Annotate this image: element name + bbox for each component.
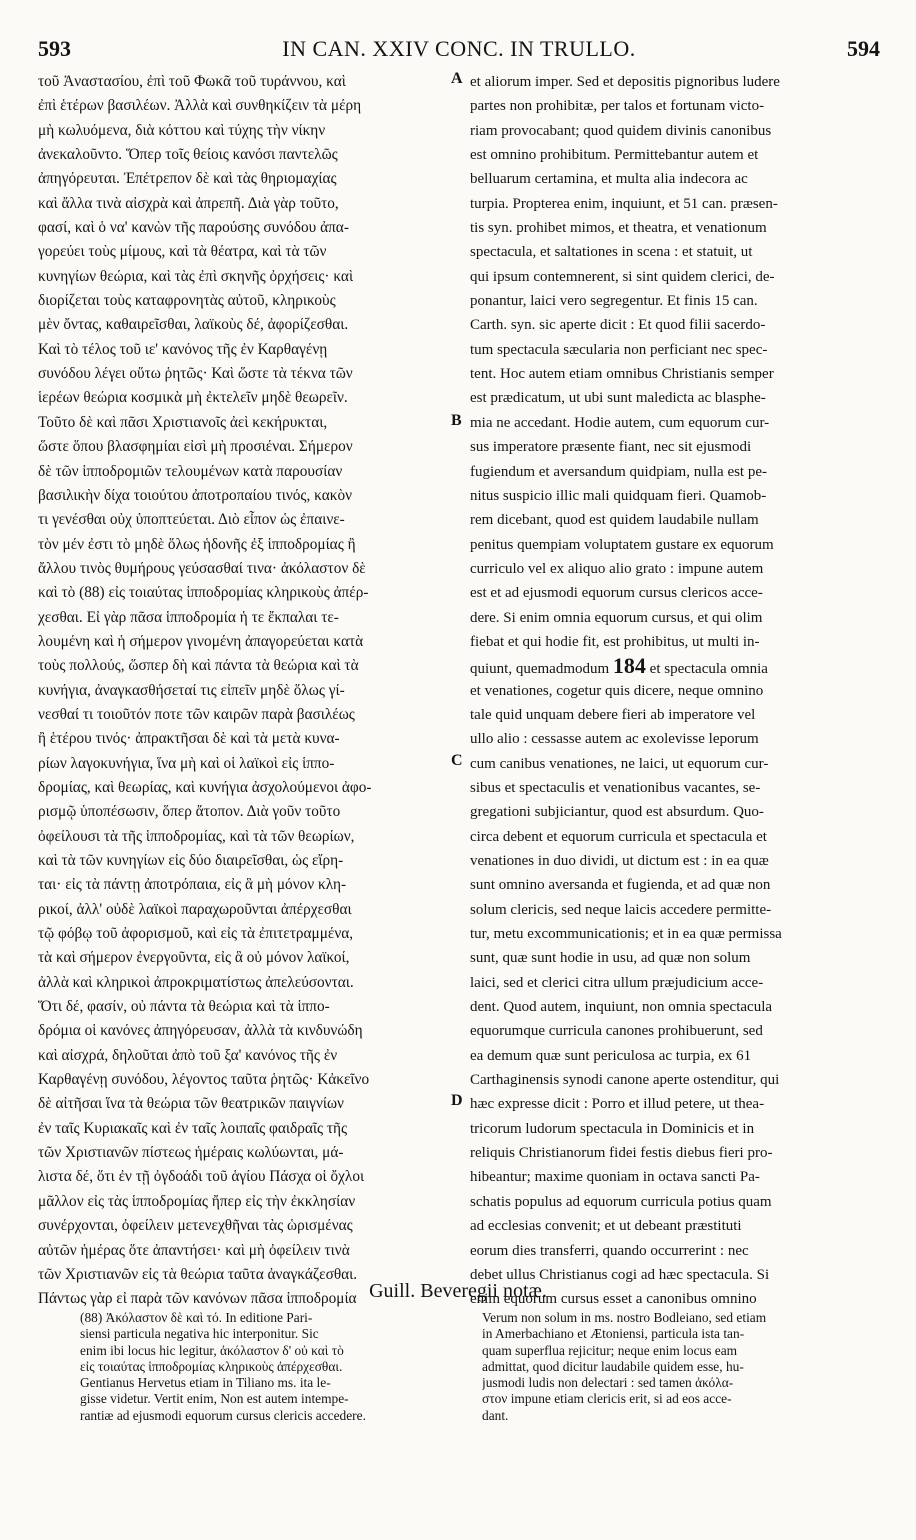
latin-text-line	[470, 435, 882, 459]
latin-line-text: reliquis Christianorum fidei festis diebus fieri pro-	[470, 1145, 773, 1162]
latin-line-text: tum spectacula sæcularia non perficiant nec spec-	[470, 341, 768, 358]
greek-text-line: δὲ αἰτῆσαι ἵνα τὰ θεώρια τῶν θεατρικῶν παιγνίων	[38, 1095, 344, 1113]
greek-text-line: Καρθαγένῃ συνόδου, λέγοντος ταῦτα ῥητῶς· Κἀκεῖνο	[38, 1071, 370, 1089]
latin-text-line	[470, 776, 882, 800]
greek-text-line: μὴ κωλυόμενα, διὰ κόττου καὶ τύχης τὴν νίκην	[38, 121, 326, 139]
greek-text-line: ἢ ἑτέρου τινός· ἀπρακτῆσαι δὲ καὶ τὰ μετὰ κυνα-	[38, 730, 340, 748]
latin-line-text: partes non prohibitæ, per talos et fortunam victo-	[470, 98, 765, 115]
latin-line-text: ullo alio : cessasse autem ac exolevisse leporum	[470, 731, 759, 748]
greek-text-line: ρικοί, ἀλλ' οὐδὲ λαϊκοὶ παραχωροῦνται ἀπέρχεσθαι	[38, 900, 352, 918]
greek-text-line: Καὶ τὸ τέλος τοῦ ιε' κανόνος τῆς ἐν Καρθαγένῃ	[38, 340, 328, 358]
latin-text-line	[470, 606, 882, 630]
greek-text-line: τὰ καὶ σήμερον ἐνεργοῦντα, εἰς ἃ οὐ μόνον λαϊκοί,	[38, 949, 350, 967]
latin-line-text: tricorum ludorum spectacula in Dominicis et in	[470, 1120, 755, 1137]
greek-text-line: μὲν ὄντας, καθαιρεῖσθαι, λαϊκοὺς δέ, ἀφορίζεσθαι.	[38, 316, 349, 334]
latin-line-text: Carthaginensis synodi canone aperte ostenditur, qui	[470, 1072, 780, 1089]
latin-line-text: fugiendum et aversandum quidpiam, nulla est pe-	[470, 463, 768, 480]
greek-text-line: ρισμῷ ὑποπέσωσιν, ὅπερ ἄτοπον. Διὰ γοῦν τοῦτο	[38, 803, 341, 821]
greek-text-line: ὀφείλουσι τὰ τῆς ἱπποδρομίας, καὶ τὰ τῶν θεωρίων,	[38, 827, 355, 845]
latin-text-line	[470, 216, 882, 240]
note-line: Verum non solum in ms. nostro Bodleiano, sed etiam	[482, 1310, 767, 1325]
latin-text-line	[470, 362, 882, 386]
latin-text-line	[470, 557, 882, 581]
latin-line-text: ea demum quæ sunt periculosa ac turpia, ex 61	[470, 1047, 752, 1064]
greek-text-line: συνέρχονται, ὀφείλειν μετενεχθῆναι τὰς ὡρισμένας	[38, 1217, 353, 1235]
greek-text-line: δρομίας, καὶ θεωρίας, καὶ κυνήγια ἀσχολούμενοι ἀφο-	[38, 778, 372, 796]
latin-line-text: penitus quempiam voluptatem gustare ex equorum	[470, 536, 774, 553]
latin-line-text: est prædicatum, ut ubi sunt maledicta ac blasphe-	[470, 390, 766, 407]
latin-line-text: debet ullus Christianus cogi ad hæc spectacula. Si	[470, 1266, 770, 1283]
greek-text-line: κυνηγίων θεώρια, καὶ τὰς ἐπὶ σκηνῆς ὀρχήσεις· καὶ	[38, 267, 354, 285]
latin-line-text: enim equorum cursus esset a canonibus omnino	[470, 1291, 757, 1308]
latin-text-line	[470, 995, 882, 1019]
latin-text-line	[470, 922, 882, 946]
latin-line-continuation: et spectacula omnia	[649, 661, 768, 678]
section-marker-a: A	[451, 70, 463, 87]
greek-text-line: γορεύει τοὺς μίμους, καὶ τὰ θέατρα, καὶ τὰ τῶν	[38, 243, 327, 261]
latin-text-line	[470, 825, 882, 849]
latin-text-line	[470, 94, 882, 118]
latin-line-text: dent. Quod autem, inquiunt, non omnia spectacula	[470, 999, 773, 1016]
latin-text-line	[470, 1190, 882, 1214]
note-line: (88) Ἀκόλαστον δὲ καὶ τό. In editione Pari-	[80, 1310, 313, 1325]
latin-text-line	[470, 971, 882, 995]
latin-text-line	[470, 386, 882, 410]
latin-text-line	[470, 289, 882, 313]
latin-text-line	[470, 873, 882, 897]
latin-line-text: tent. Hoc autem etiam omnibus Christianis semper	[470, 366, 774, 383]
latin-line-text: solum clericis, sed neque laicis accedere permitte-	[470, 901, 772, 918]
greek-text-column	[38, 70, 450, 1312]
latin-text-line	[470, 192, 882, 216]
latin-text-column	[470, 70, 882, 1312]
page-number-left: 593	[38, 36, 71, 61]
latin-text-line	[470, 849, 882, 873]
latin-line-text: est et ad ejusmodi equorum cursus clericos acce-	[470, 585, 763, 602]
greek-text-line: λουμένη καὶ ἡ σήμερον γινομένη ἀπαγορεύεται κατὰ	[38, 632, 364, 650]
greek-text-line: ὥστε ὅπου βλασφημίαι εἰσὶ μὴ προσιέναι. Σήμερον	[38, 438, 353, 456]
latin-text-line	[470, 630, 882, 654]
latin-text-line	[470, 1068, 882, 1092]
latin-line-text: eorum dies transferri, quando occurrerint : nec	[470, 1242, 749, 1259]
latin-line-text: riam provocabant; quod quidem divinis canonibus	[470, 122, 772, 139]
latin-line-text: ponantur, laici vero segregentur. Et finis 15 can.	[470, 293, 758, 310]
latin-text-line	[470, 800, 882, 824]
latin-line-text: laici, sed et clerici citra ullum præjudicium acce-	[470, 974, 764, 991]
latin-text-line	[470, 581, 882, 605]
greek-text-line: τῷ φόβῳ τοῦ ἀφορισμοῦ, καὶ εἰς τὰ ἐπιτετραμμένα,	[38, 925, 354, 943]
notes-title: Guill. Beveregii notæ.	[369, 1280, 547, 1302]
latin-line-text: fiebat et qui hodie fit, est prohibitus, ut multi in-	[470, 633, 760, 650]
latin-line-text: spectacula, et saltationes in scena : et statuit, ut	[470, 244, 753, 261]
latin-text-line	[470, 119, 882, 143]
latin-line-text: venationes in duo dividi, ut dictum est : in ea quæ	[470, 853, 769, 869]
latin-line-text: turpia. Propterea enim, inquiunt, et 51 can. præsen-	[470, 195, 778, 212]
greek-text-line: τῶν Χριστιανῶν πίστεως ἡμέραις κωλύωνται, μά-	[38, 1144, 344, 1162]
notes-left-column	[80, 1310, 470, 1424]
latin-text-line	[470, 143, 882, 167]
latin-line-text: tur, metu excommunicationis; et in ea quæ permissa	[470, 926, 782, 943]
latin-text-line	[470, 460, 882, 484]
latin-text-line	[470, 654, 882, 678]
greek-text-line: διορίζεται τοὺς καταφρονητὰς αὐτοῦ, κληρικοὺς	[38, 292, 336, 310]
latin-line-text: quiunt, quemadmodum	[470, 661, 610, 678]
latin-text-line	[470, 70, 882, 94]
greek-text-line: τοῦ Ἀναστασίου, ἐπὶ τοῦ Φωκᾶ τοῦ τυράννου, καὶ	[38, 73, 346, 90]
column-number: 184	[612, 654, 646, 679]
latin-line-text: sunt, quæ sunt hodie in usu, ad quæ non solum	[470, 950, 751, 967]
greek-text-line: ἱερέων θεώρια κοσμικὰ μὴ ἐκτελεῖν μηδὲ θεωρεῖν.	[38, 389, 348, 407]
notes-right-column	[482, 1310, 882, 1424]
page-number-right: 594	[847, 36, 880, 61]
latin-line-text: curriculo vel ex aliquo alio grato : impune autem	[470, 560, 764, 577]
greek-text-line: ἐπὶ ἑτέρων βασιλέων. Ἀλλὰ καὶ συνθηκίζειν τὰ μέρη	[38, 97, 362, 115]
latin-text-line	[470, 313, 882, 337]
latin-text-line	[470, 946, 882, 970]
greek-text-line: καὶ ἄλλα τινὰ αἰσχρὰ καὶ ἀπρεπῆ. Διὰ γὰρ τοῦτο,	[38, 194, 339, 212]
running-header	[38, 36, 880, 66]
greek-text-line: καὶ τὸ (88) εἰς τοιαύτας ἱπποδρομίας κληρικοὺς ἀπέρ-	[38, 584, 369, 602]
latin-text-line	[470, 167, 882, 191]
latin-line-text: rem dicebant, quod est quidem laudabile nullam	[470, 512, 759, 529]
section-marker-d: D	[451, 1092, 463, 1109]
greek-text-line: καὶ τὰ τῶν κυνηγίων εἰς δύο διαιρεῖσθαι, ὡς εἴρη-	[38, 852, 344, 869]
greek-text-line: λιστα δέ, ὅτι ἐν τῇ ὀγδοάδι τοῦ ἁγίου Πάσχα οἱ ὄχλοι	[38, 1168, 365, 1186]
latin-line-text: mia ne accedant. Hodie autem, cum equorum cur-	[470, 414, 770, 431]
greek-text-line: νεσθαί τι τοιοῦτόν ποτε τῶν καιρῶν παρὰ βασιλέως	[38, 705, 355, 723]
latin-text-line	[470, 727, 882, 751]
greek-text-line: δρόμια οἱ κανόνες ἀπηγόρευσαν, ἀλλὰ τὰ κινδυνώδη	[38, 1022, 363, 1040]
latin-text-line	[470, 1092, 882, 1116]
note-line: στον impune etiam clericis erit, si ad eos acce-	[482, 1391, 732, 1407]
latin-text-line	[470, 484, 882, 508]
greek-text-line: φασί, καὶ ὁ να' κανὼν τῆς παρούσης συνόδου ἀπα-	[38, 219, 349, 237]
latin-line-text: sibus et spectaculis et venationibus vacantes, se-	[470, 779, 761, 796]
greek-text-line: συνόδου λέγει οὕτω ῥητῶς· Καὶ ὥστε τὰ τέκνα τῶν	[38, 365, 353, 383]
greek-text-line: καὶ αἰσχρά, δηλοῦται ἀπὸ τοῦ ξα' κανόνος τῆς ἐν	[38, 1046, 338, 1064]
latin-text-line	[470, 1117, 882, 1141]
latin-line-text: sus imperatore præsente fiant, nec sit ejusmodi	[470, 439, 752, 456]
running-title: IN CAN. XXIV CONC. IN TRULLO.	[282, 36, 636, 61]
latin-text-line	[470, 508, 882, 532]
note-line: jusmodi ludis non delectari : sed tamen ἀκόλα-	[482, 1375, 734, 1391]
greek-text-line: αὐτῶν ἡμέρας ὅτε ἀπαντήσει· καὶ μὴ ὀφείλειν τινὰ	[38, 1241, 350, 1259]
latin-line-text: qui ipsum contemnerent, si sint quidem clerici, de-	[470, 268, 775, 285]
latin-text-line	[470, 679, 882, 703]
latin-text-line	[470, 703, 882, 727]
latin-line-text: et aliorum imper. Sed et depositis pignoribus ludere	[470, 74, 780, 90]
greek-text-line: ται· εἰς τὰ πάντῃ ἀποτρόπαια, εἰς ἃ μὴ μόνον κλη-	[38, 876, 347, 894]
latin-line-text: tis syn. prohibet mimos, et theatra, et venationum	[470, 220, 767, 237]
greek-text-line: ἀλλὰ καὶ κληρικοὶ ἀπροκριματίστως ἀπελεύσονται.	[38, 973, 354, 991]
latin-text-line	[470, 533, 882, 557]
latin-line-text: circa debent et equorum curricula et spectacula et	[470, 828, 767, 845]
latin-text-line	[470, 265, 882, 289]
note-line: enim ibi locus hic legitur, ἀκόλαστον δ' οὐ καὶ τὸ	[80, 1342, 344, 1358]
section-marker-c: C	[451, 752, 463, 769]
note-line: Gentianus Hervetus etiam in Tiliano ms. ita le-	[80, 1375, 331, 1391]
latin-text-line	[470, 1044, 882, 1068]
latin-line-text: dere. Si enim omnia equorum cursus, et qui olim	[470, 609, 763, 626]
note-line: in Amerbachiano et Ætoniensi, particula ista tan-	[482, 1326, 745, 1342]
latin-line-text: nitus suspicio illic mali quidquam fieri. Quamob-	[470, 487, 767, 504]
latin-line-text: hæc expresse dicit : Porro et illud petere, ut thea-	[470, 1096, 765, 1113]
greek-text-line: τῶν Χριστιανῶν εἰς τὰ θεώρια ταῦτα ἀναγκάζεσθαι.	[38, 1265, 358, 1283]
latin-text-line	[470, 1214, 882, 1238]
latin-line-text: Carth. syn. sic aperte dicit : Et quod filii sacerdo-	[470, 317, 766, 334]
greek-text-line: ἀπηγόρευται. Ἐπέτρεπον δὲ καὶ τὰς θηριομαχίας	[38, 170, 337, 188]
latin-line-text: et venationes, cogetur quis dicere, neque omnino	[470, 682, 764, 699]
latin-line-text: cum canibus venationes, ne laici, ut equorum cur-	[470, 755, 769, 772]
latin-line-text: schatis populus ad equorum curricula potius quam	[470, 1193, 772, 1210]
greek-text-line: μᾶλλον εἰς τὰς ἱπποδρομίας ἤπερ εἰς τὴν ἐκκλησίαν	[38, 1192, 356, 1210]
latin-line-text: tale quid unquam debere fieri ab imperatore vel	[470, 706, 756, 723]
greek-text-line: τι γενέσθαι οὐχ ὑποπτεύεται. Διὸ εἶπον ὡς ἐπαινε-	[38, 511, 345, 529]
greek-text-line: ἄλλου τινὸς θυμήρους γεύσασθαί τινα· ἀκόλαστον δὲ	[38, 559, 366, 577]
greek-text-line: κυνήγια, ἀναγκασθήσεταί τις εἰπεῖν μηδὲ ὅλως γί-	[38, 681, 345, 699]
greek-text-line: βασιλικὴν δίχα τοιούτου ἀποτροπαίου τινός, κακὸν	[38, 486, 353, 504]
latin-text-line	[470, 240, 882, 264]
note-line: siensi particula negativa hic interponitur. Sic	[80, 1326, 319, 1342]
note-line: admittat, quod dicitur laudabile quidem esse, hu-	[482, 1358, 744, 1374]
note-line: quam superflua rejicitur; neque enim locus eam	[482, 1342, 738, 1358]
latin-text-line	[470, 1165, 882, 1189]
section-marker-b: B	[451, 412, 462, 429]
latin-line-text: hibeantur; maxime quoniam in octava sancti Pa-	[470, 1169, 760, 1186]
latin-line-text: belluarum certamina, et multa alia indecora ac	[470, 171, 748, 188]
latin-line-text: sunt omnino aversanda et fugienda, et ad quæ non	[470, 877, 771, 894]
latin-text-line	[470, 411, 882, 435]
greek-text-line: Ὅτι δέ, φασίν, οὐ πάντα τὰ θεώρια καὶ τὰ ἱππο-	[38, 998, 330, 1016]
greek-text-line: Πάντως γὰρ εἰ παρὰ τῶν κανόνων πᾶσα ἱπποδρομία	[38, 1290, 357, 1308]
latin-text-line	[470, 1019, 882, 1043]
note-line: rantiæ ad ejusmodi equorum cursus clericis accedere.	[80, 1407, 366, 1423]
note-line: εἰς τοιαύτας ἱπποδρομίας κληρικοὺς ἀπέρχεσθαι.	[80, 1358, 343, 1374]
latin-line-text: equorumque curricula canones prohibuerunt, sed	[470, 1023, 763, 1040]
greek-text-line: Τοῦτο δὲ καὶ πᾶσι Χριστιανοῖς ἀεὶ κεκήρυκται,	[38, 413, 328, 431]
greek-text-line: τοὺς πολλούς, ὥσπερ δὴ καὶ πάντα τὰ θεώρια καὶ τὰ	[38, 657, 359, 675]
latin-line-text: gregationi subjiciantur, quod est absurdum. Quo-	[470, 804, 764, 821]
greek-text-line: χεσθαι. Εἰ γὰρ πᾶσα ἱπποδρομία ἡ τε ἔκπαλαι τε-	[38, 608, 339, 626]
note-line: gisse videtur. Vertit enim, Non est autem intempe-	[80, 1391, 349, 1407]
greek-text-line: δὲ τῶν ἱπποδρομιῶν τελουμένων κατὰ παρουσίαν	[38, 462, 343, 480]
latin-line-text: ad ecclesias convenit; et ut debeant præstituti	[470, 1218, 742, 1235]
greek-text-line: ἀνεκαλοῦντο. Ὅπερ τοῖς θείοις κανόσι παντελῶς	[38, 146, 338, 164]
greek-text-line: ρίων λαγοκυνήγια, ἵνα μὴ καὶ οἱ λαϊκοὶ εἰς ἱππο-	[38, 754, 335, 772]
latin-text-line	[470, 898, 882, 922]
latin-line-text: est omnino prohibitum. Permittebantur autem et	[470, 147, 759, 164]
greek-text-line: τὸν μέν ἐστι τὸ μηδὲ ὅλως ἡδονῆς ἐξ ἱπποδρομίας ἢ	[38, 535, 356, 553]
latin-text-line	[470, 338, 882, 362]
latin-text-line	[470, 752, 882, 776]
note-line: dant.	[482, 1407, 509, 1423]
latin-text-line	[470, 1239, 882, 1263]
latin-text-line	[470, 1141, 882, 1165]
greek-text-line: ἐν ταῖς Κυριακαῖς καὶ ἐν ταῖς λοιπαῖς φαιδραῖς τῆς	[38, 1119, 348, 1137]
